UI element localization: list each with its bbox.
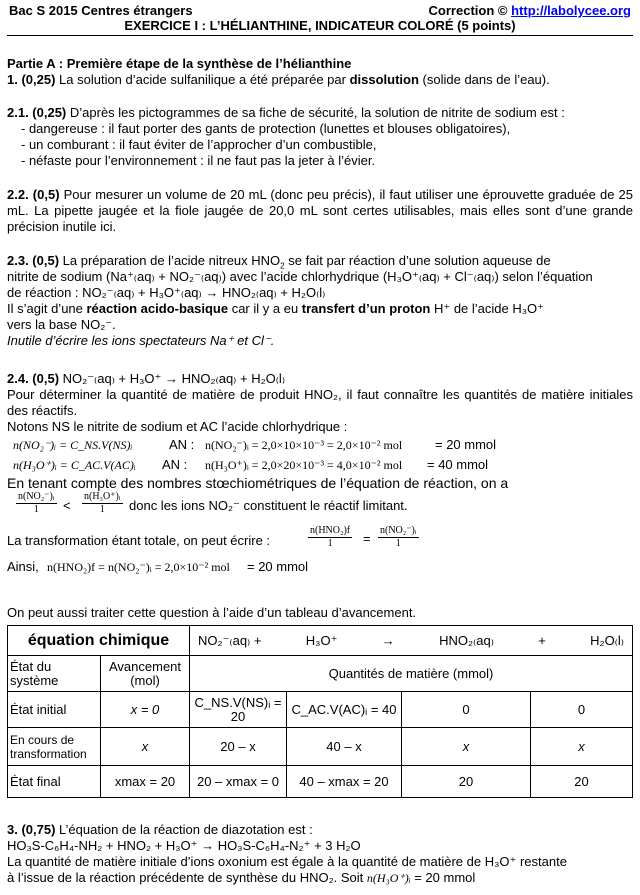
table-equation-header: équation chimique — [8, 626, 190, 656]
q24-equation: NO₂⁻₍aq₎ + H₃O⁺ → HNO₂₍aq₎ + H₂O₍l₎ — [59, 371, 286, 386]
q1-end: (solide dans de l’eau). — [418, 72, 550, 87]
q24-line8: La transformation étant totale, on peut écrire : — [7, 533, 271, 548]
oxonium-quantity: C_AC.V(AC)ᵢ = 40 — [287, 692, 402, 728]
q24-comparison — [7, 491, 633, 521]
q23-line2: nitrite de sodium (Na⁺₍aq₎ + NO₂⁻₍aq₎) avec l’acide chlorhydrique (H₃O⁺₍aq₎ + Cl⁻₍aq₎) selon l’équation — [7, 269, 593, 284]
q3-line4a: à l’issue de la réaction précédente de synthèse du HNO₂. Soit — [7, 870, 364, 885]
progress-label: Avancement (mol) — [101, 656, 190, 692]
q1-bold: dissolution — [349, 72, 419, 87]
question-1 — [7, 72, 633, 88]
q21-item: - dangereuse : il faut porter des gants de protection (lunettes et blouses obligatoires), — [21, 121, 511, 136]
question-3 — [7, 822, 633, 886]
q3-oxonium-formula: n(H₃O⁺)ᵢ — [366, 871, 411, 885]
oxonium-quantity: 40 – x — [287, 728, 402, 766]
q23-line4e: H⁺ de l’acide H₃O⁺ — [430, 301, 545, 316]
fraction-hno2-final — [308, 525, 352, 550]
q24-line9a: Ainsi, — [7, 559, 39, 574]
table-row — [8, 766, 633, 798]
q24-nitrite-calc: n(NO₂⁻)ᵢ = 2,0×10×10⁻³ = 2,0×10⁻² mol — [205, 438, 403, 452]
eq-nitrite: NO₂⁻₍aq₎ + — [198, 632, 262, 648]
progress-value: x — [101, 728, 190, 766]
q24-line2: Pour déterminer la quantité de matière de produit HNO₂, il faut connaître les quantités de matière initiales des réactifs. — [7, 387, 633, 418]
state-label: État initial — [8, 692, 101, 728]
eq-plus: + — [538, 632, 546, 648]
q24-hno2-calc: n(HNO₂)f = n(NO₂⁻)ᵢ = 2,0×10⁻² mol — [47, 560, 230, 574]
q3-text: L’équation de la réaction de diazotation est : — [55, 822, 313, 837]
table-row — [8, 692, 633, 728]
q24-row-oxonium — [7, 455, 633, 475]
fraction-oxonium — [82, 491, 123, 516]
q23-line1a: La préparation de l’acide nitreux HNO — [59, 253, 281, 268]
q24-nitrite-result: = 20 mmol — [435, 437, 497, 452]
progress-value: xmax = 20 — [101, 766, 190, 798]
eq-arrow: → — [381, 632, 395, 648]
progress-table — [7, 625, 633, 798]
exercise-title: EXERCICE I : L’HÉLIANTHINE, INDICATEUR COLORÉ (5 points) — [124, 18, 516, 33]
q3-line3: La quantité de matière initiale d’ions oxonium est égale à la quantité de matière de H₃O⁺ restante — [7, 854, 567, 869]
nitrite-quantity: 20 – x — [190, 728, 287, 766]
q21-number: 2.1. (0,25) — [7, 105, 67, 120]
q23-acid-base: réaction acido-basique — [86, 301, 229, 316]
q24-row-nitrite — [7, 435, 633, 455]
table-row — [8, 656, 633, 692]
table-header-row — [8, 626, 633, 656]
q24-line7-end: donc les ions NO₂⁻ constituent le réactif limitant. — [129, 498, 408, 513]
q24-hno2-result: = 20 mmol — [247, 559, 309, 574]
page-header — [7, 1, 633, 36]
fraction-numerator: n(NO₂⁻)ᵢ — [380, 525, 417, 536]
q23-line3: de réaction : NO₂⁻₍aq₎ + H₃O⁺₍aq₎ → HNO₂₍aq₎ + H₂O₍l₎ — [7, 285, 326, 300]
state-label: État final — [8, 766, 101, 798]
q24-oxonium-formula: n(H₃O⁺)ᵢ = C_AC.V(AC)ᵢ — [13, 458, 136, 472]
fraction-denominator: 1 — [395, 538, 401, 549]
eq-oxonium: H₃O⁺ — [305, 632, 338, 648]
fraction-nitrite — [16, 491, 57, 516]
q21-item: - un comburant : il faut éviter de l’approcher d’un combustible, — [21, 137, 377, 152]
q23-line5: vers la base NO₂⁻. — [7, 317, 116, 332]
question-2-4 — [7, 371, 633, 577]
question-2-2 — [7, 187, 633, 235]
q24-an-label: AN : — [169, 437, 195, 452]
fraction-denominator: 1 — [99, 504, 105, 515]
q24-line3: Notons NS le nitrite de sodium et AC l’acide chlorhydrique : — [7, 419, 348, 434]
q21-item: - néfaste pour l’environnement : il ne faut pas la jeter à l’évier. — [21, 153, 376, 168]
q23-line4a: Il s’agit d’une — [7, 301, 87, 316]
q23-line1b: se fait par réaction d’une solution aqueuse de — [284, 253, 551, 268]
q1-text: La solution d’acide sulfanilique a été préparée par — [55, 72, 350, 87]
state-label: État du système — [8, 656, 101, 692]
q24-oxonium-result: = 40 mmol — [427, 457, 489, 472]
eq-water: H₂O₍l₎ — [590, 632, 624, 648]
q23-line4c: car il y a eu — [228, 301, 302, 316]
q23-number: 2.3. (0,5) — [7, 253, 60, 268]
part-a-title: Partie A : Première étape de la synthèse de l’hélianthine — [7, 56, 352, 71]
fraction-numerator: n(H₃O⁺)ᵢ — [84, 491, 121, 502]
header-credit-prefix: Correction © — [428, 3, 512, 18]
q3-equation: HO₃S-C₆H₄-NH₂ + HNO₂ + H₃O⁺ → HO₃S-C₆H₄-N₂⁺ + 3 H₂O — [7, 838, 361, 853]
hno2-quantity: 0 — [402, 692, 531, 728]
fraction-numerator: n(HNO₂)f — [310, 525, 351, 536]
oxonium-quantity: 40 – xmax = 20 — [287, 766, 402, 798]
q24-an-label: AN : — [162, 457, 188, 472]
q23-proton-transfer: transfert d’un proton — [301, 301, 431, 316]
table-equation — [190, 626, 633, 656]
header-credit — [429, 3, 631, 18]
q24-table-intro: On peut aussi traiter cette question à l’aide d’un tableau d’avancement. — [7, 605, 417, 620]
water-quantity: 0 — [531, 692, 633, 728]
state-label: En cours de transformation — [8, 728, 101, 766]
q24-line6: En tenant compte des nombres stœchiométriques de l’équation de réaction, on a — [7, 475, 509, 491]
water-quantity: 20 — [531, 766, 633, 798]
q24-number: 2.4. (0,5) — [7, 371, 60, 386]
labolycee-link[interactable]: http://labolycee.org — [511, 3, 631, 18]
quantities-label: Quantités de matière (mmol) — [190, 656, 633, 692]
less-than-sign: < — [63, 498, 71, 513]
eq-hno2: HNO₂₍aq₎ — [439, 632, 494, 648]
q24-oxonium-calc: n(H₃O⁺)ᵢ = 2,0×20×10⁻³ = 4,0×10⁻² mol — [205, 458, 403, 472]
fraction-nitrite-initial — [378, 525, 419, 550]
question-2-3: 2.3. (0,5) La préparation de l’acide nitreux $HNO_2$ se fait par réaction d’une solution aqueuse de nitrite de sodium (Na⁺₍aq₎ + NO₂⁻₍aq₎) avec l’acide chlorhydrique (H₃O⁺₍aq₎ + Cl⁻₍aq₎) selon l’équation de réaction : NO₂⁻₍aq₎ + H₃O⁺₍aq₎ → HNO₂₍aq₎ + H₂O₍l₎ Il s’agit d’une réaction acido-basique car il y a eu transfert d’un proton H⁺ de l’acide H₃O⁺ vers la base NO₂⁻. Inutile d’écrire les ions spectateurs Na⁺ et Cl⁻. — [7, 253, 633, 349]
fraction-denominator: 1 — [327, 538, 333, 549]
q24-total-transformation — [7, 525, 633, 555]
hno2-quantity: x — [402, 728, 531, 766]
hno2-quantity: 20 — [402, 766, 531, 798]
fraction-numerator: n(NO₂⁻)ᵢ — [18, 491, 55, 502]
nitrite-quantity: C_NS.V(NS)ᵢ = 20 — [190, 692, 287, 728]
equals-sign: = — [363, 531, 371, 546]
q3-oxonium-result: = 20 mmol — [410, 870, 476, 885]
q21-text: D’après les pictogrammes de sa fiche de sécurité, la solution de nitrite de sodium est : — [66, 105, 565, 120]
q1-number: 1. (0,25) — [7, 72, 56, 87]
q24-conclusion — [7, 557, 633, 577]
q22-text: Pour mesurer un volume de 20 mL (donc peu précis), il faut utiliser une éprouvette graduée de 25 mL. La pipette jaugée et la fiole jaugée de 20,0 mL sont certes utilisables, mais elles sont d’une grande précision inutile ici. — [7, 187, 634, 234]
progress-value: x = 0 — [101, 692, 190, 728]
q23-line6: Inutile d’écrire les ions spectateurs Na⁺ et Cl⁻. — [7, 333, 275, 348]
q3-number: 3. (0,75) — [7, 822, 56, 837]
fraction-denominator: 1 — [33, 504, 39, 515]
question-2-1 — [7, 105, 633, 169]
nitrite-quantity: 20 – xmax = 0 — [190, 766, 287, 798]
table-row — [8, 728, 633, 766]
water-quantity: x — [531, 728, 633, 766]
q22-number: 2.2. (0,5) — [7, 187, 60, 202]
header-exam-title: Bac S 2015 Centres étrangers — [9, 3, 193, 18]
q24-nitrite-formula: n(NO₂⁻)ᵢ = C_NS.V(NS)ᵢ — [13, 438, 133, 452]
